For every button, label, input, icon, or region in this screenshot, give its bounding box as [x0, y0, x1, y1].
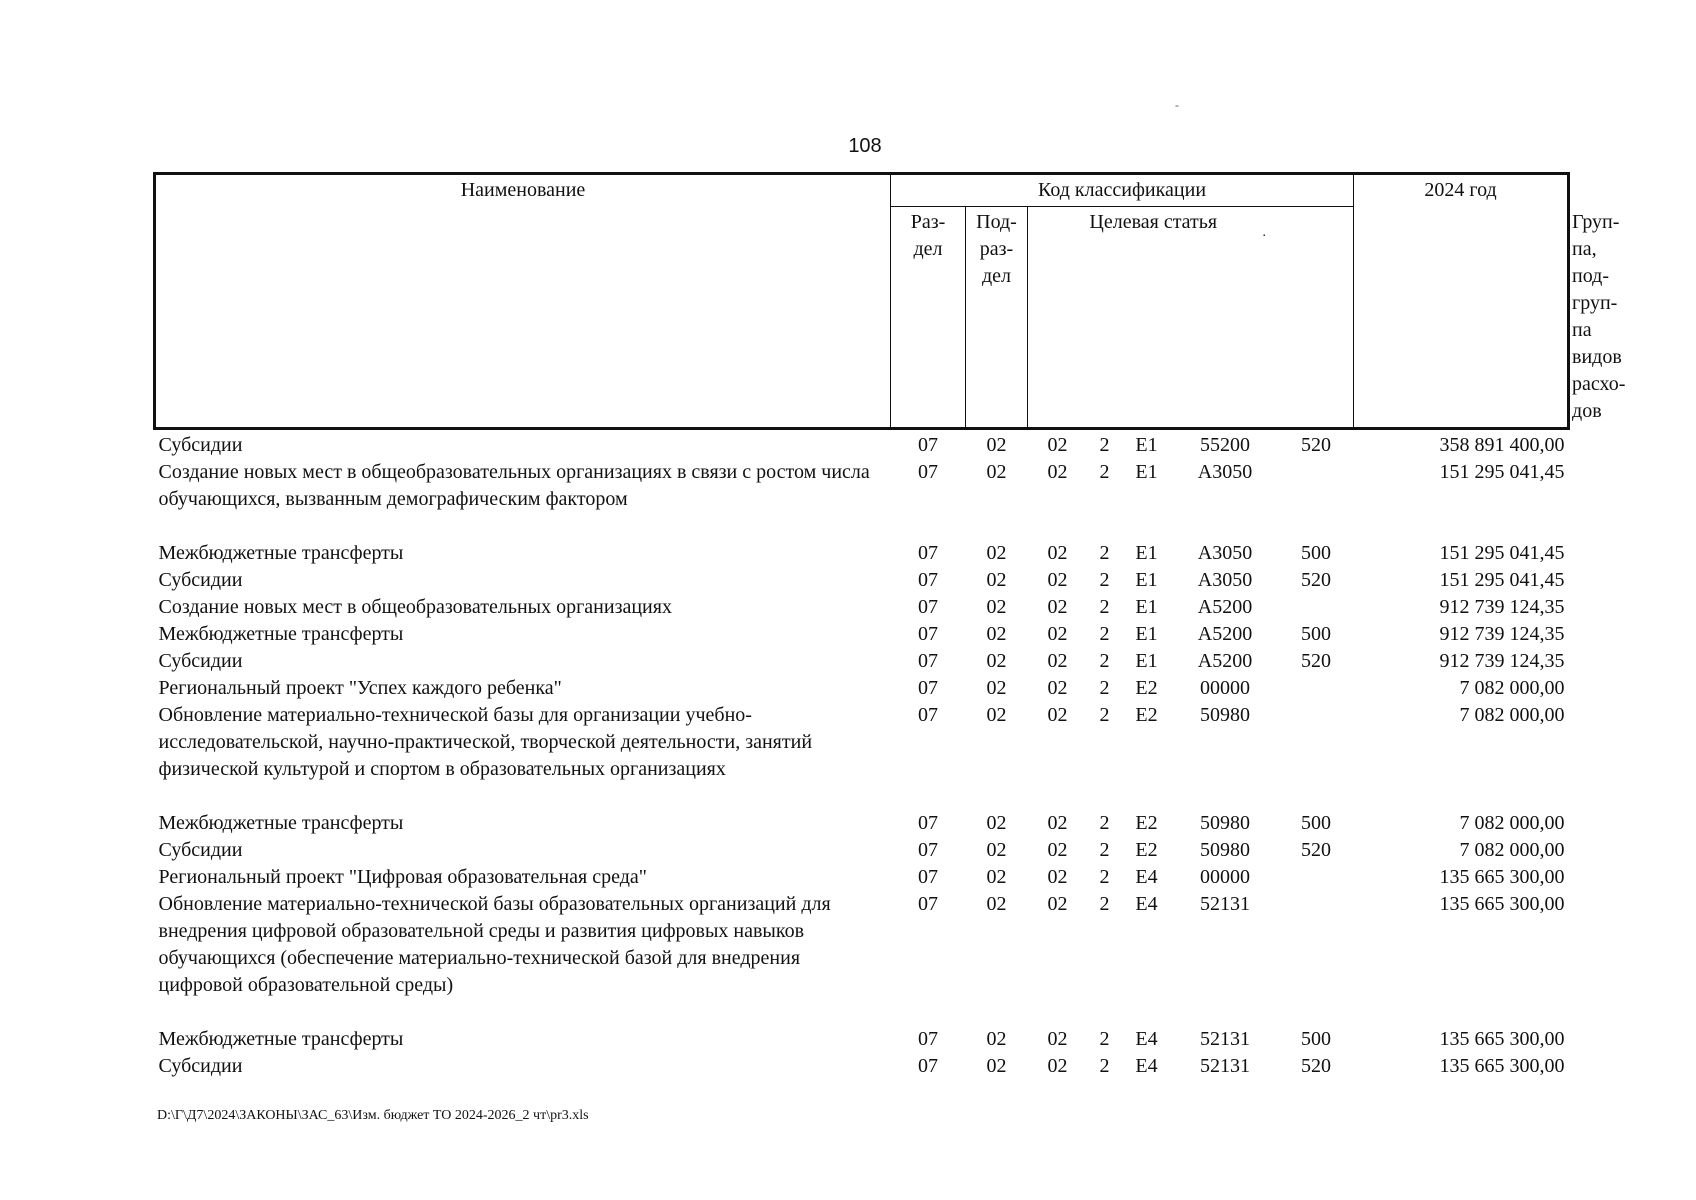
row-direction: A5200 — [1197, 596, 1253, 618]
row-project: E1 — [1135, 434, 1158, 456]
row-name: Обновление материально-технической базы для организации учебно-исследовательской, научно-практической, творческой деятельности, занятий физической культурой и спортом в образовательных организациях — [158, 704, 813, 780]
row-project: E4 — [1135, 1055, 1158, 1077]
row-podrazdel: 02 — [986, 1055, 1007, 1077]
row-name: Межбюджетные трансферты — [158, 542, 404, 564]
row-razdel: 07 — [918, 704, 938, 726]
row-program: 02 — [1047, 569, 1068, 591]
row-program: 02 — [1047, 839, 1068, 861]
row-subprogram: 2 — [1099, 893, 1110, 915]
row-vr: 520 — [1301, 1055, 1331, 1077]
row-direction: A3050 — [1197, 542, 1253, 564]
row-program: 02 — [1047, 1028, 1068, 1050]
row-razdel: 07 — [918, 461, 938, 483]
table-row — [155, 891, 1569, 1026]
row-program: 02 — [1047, 461, 1068, 483]
row-direction: A5200 — [1197, 623, 1253, 645]
row-razdel: 07 — [918, 893, 938, 915]
row-project: E1 — [1135, 650, 1158, 672]
row-vr: 500 — [1301, 1028, 1331, 1050]
row-program: 02 — [1047, 1055, 1068, 1077]
row-name: Субсидии — [158, 434, 243, 456]
table-row — [155, 1026, 1569, 1053]
row-vr: 520 — [1301, 650, 1331, 672]
row-direction: A3050 — [1197, 569, 1253, 591]
row-podrazdel: 02 — [986, 677, 1007, 699]
header-podrazdel: Под- раз- дел — [966, 207, 1028, 429]
row-podrazdel: 02 — [986, 839, 1007, 861]
row-name: Межбюджетные трансферты — [158, 812, 404, 834]
row-name: Региональный проект "Успех каждого ребенка" — [158, 677, 562, 699]
row-razdel: 07 — [918, 1028, 938, 1050]
row-name: Межбюджетные трансферты — [158, 623, 404, 645]
row-project: E1 — [1135, 623, 1158, 645]
header-razdel: Раз- дел — [891, 207, 966, 429]
row-subprogram: 2 — [1099, 623, 1110, 645]
row-podrazdel: 02 — [986, 434, 1007, 456]
row-razdel: 07 — [918, 1055, 938, 1077]
header-target: Целевая статья · — [1028, 207, 1279, 429]
table-row — [155, 429, 1569, 460]
row-sum: 358 891 400,00 — [1439, 434, 1565, 456]
row-podrazdel: 02 — [986, 704, 1007, 726]
header-name: Наименование — [155, 174, 891, 429]
row-name: Межбюджетные трансферты — [158, 1028, 404, 1050]
file-path: D:\Г\Д7\2024\ЗАКОНЫ\ЗАС_63\Изм. бюджет ТО 2024-2026_2 чт\pr3.xls — [157, 1108, 589, 1123]
row-podrazdel: 02 — [986, 812, 1007, 834]
row-project: E2 — [1135, 677, 1158, 699]
table-row — [155, 810, 1569, 837]
row-program: 02 — [1047, 812, 1068, 834]
row-project: E2 — [1135, 704, 1158, 726]
row-podrazdel: 02 — [986, 623, 1007, 645]
row-sum: 135 665 300,00 — [1439, 866, 1565, 888]
row-podrazdel: 02 — [986, 650, 1007, 672]
row-project: E1 — [1135, 596, 1158, 618]
row-direction: 50980 — [1200, 812, 1250, 834]
row-direction: 55200 — [1200, 434, 1250, 456]
row-program: 02 — [1047, 434, 1068, 456]
scan-mark: - — [1175, 98, 1179, 112]
row-sum: 7 082 000,00 — [1459, 839, 1565, 861]
row-direction: 00000 — [1200, 866, 1250, 888]
row-subprogram: 2 — [1099, 812, 1110, 834]
row-subprogram: 2 — [1099, 1055, 1110, 1077]
row-name: Субсидии — [158, 839, 243, 861]
table-row — [155, 702, 1569, 810]
row-razdel: 07 — [918, 542, 938, 564]
row-program: 02 — [1047, 893, 1068, 915]
table-row — [155, 837, 1569, 864]
row-direction: 52131 — [1200, 893, 1250, 915]
row-program: 02 — [1047, 542, 1068, 564]
row-sum: 912 739 124,35 — [1439, 650, 1565, 672]
row-subprogram: 2 — [1099, 866, 1110, 888]
row-vr — [1279, 702, 1354, 810]
row-sum: 135 665 300,00 — [1439, 1055, 1565, 1077]
row-sum: 7 082 000,00 — [1459, 704, 1565, 726]
table-row — [155, 621, 1569, 648]
row-direction: 52131 — [1200, 1028, 1250, 1050]
row-direction: 00000 — [1200, 677, 1250, 699]
row-subprogram: 2 — [1099, 704, 1110, 726]
row-program: 02 — [1047, 704, 1068, 726]
row-sum: 7 082 000,00 — [1459, 677, 1565, 699]
table-row — [155, 540, 1569, 567]
table-header: Наименование Код классификации 2024 год Раз- дел Под- раз- дел Целевая статья · Груп- па, под- груп- па видов расхо- дов — [155, 174, 1569, 429]
row-name: Субсидии — [158, 650, 243, 672]
row-program: 02 — [1047, 596, 1068, 618]
row-vr: 500 — [1301, 623, 1331, 645]
row-direction: 52131 — [1200, 1055, 1250, 1077]
row-razdel: 07 — [918, 839, 938, 861]
row-name: Субсидии — [158, 569, 243, 591]
row-subprogram: 2 — [1099, 839, 1110, 861]
row-project: E1 — [1135, 542, 1158, 564]
row-subprogram: 2 — [1099, 434, 1110, 456]
row-razdel: 07 — [918, 677, 938, 699]
row-podrazdel: 02 — [986, 596, 1007, 618]
table-row — [155, 594, 1569, 621]
row-subprogram: 2 — [1099, 596, 1110, 618]
row-direction: 50980 — [1200, 704, 1250, 726]
row-vr — [1279, 594, 1354, 621]
table-row — [155, 459, 1569, 540]
row-direction: A3050 — [1197, 461, 1253, 483]
row-direction: A5200 — [1197, 650, 1253, 672]
row-razdel: 07 — [918, 434, 938, 456]
table-row — [155, 864, 1569, 891]
table-row — [155, 648, 1569, 675]
row-project: E2 — [1135, 812, 1158, 834]
row-name: Обновление материально-технической базы образовательных организаций для внедрения цифровой образовательной среды и развития цифровых навыков обучающихся (обеспечение материально-технической базой для внедрения цифровой образовательной среды) — [158, 893, 831, 996]
table-row — [155, 675, 1569, 702]
row-razdel: 07 — [918, 569, 938, 591]
row-sum: 135 665 300,00 — [1439, 893, 1565, 915]
page-number: 108 — [848, 135, 882, 157]
table-body — [155, 429, 1569, 1081]
row-program: 02 — [1047, 623, 1068, 645]
row-vr: 520 — [1301, 569, 1331, 591]
row-program: 02 — [1047, 677, 1068, 699]
row-program: 02 — [1047, 650, 1068, 672]
table-row — [155, 567, 1569, 594]
row-vr: 520 — [1301, 839, 1331, 861]
row-podrazdel: 02 — [986, 461, 1007, 483]
row-vr — [1279, 459, 1354, 540]
row-name: Создание новых мест в общеобразовательных организациях — [158, 596, 672, 618]
row-project: E4 — [1135, 866, 1158, 888]
row-vr — [1279, 864, 1354, 891]
row-podrazdel: 02 — [986, 569, 1007, 591]
row-program: 02 — [1047, 866, 1068, 888]
row-name: Региональный проект "Цифровая образовательная среда" — [158, 866, 647, 888]
row-project: E4 — [1135, 1028, 1158, 1050]
row-podrazdel: 02 — [986, 893, 1007, 915]
row-razdel: 07 — [918, 866, 938, 888]
row-vr: 500 — [1301, 812, 1331, 834]
row-podrazdel: 02 — [986, 1028, 1007, 1050]
row-vr: 500 — [1301, 542, 1331, 564]
row-sum: 912 739 124,35 — [1439, 596, 1565, 618]
row-sum: 151 295 041,45 — [1439, 542, 1565, 564]
row-subprogram: 2 — [1099, 677, 1110, 699]
row-name: Создание новых мест в общеобразовательных организациях в связи с ростом числа обучающихся, вызванным демографическим фактором — [158, 461, 870, 510]
row-project: E1 — [1135, 569, 1158, 591]
row-sum: 912 739 124,35 — [1439, 623, 1565, 645]
header-classification: Код классификации — [891, 174, 1354, 207]
row-sum: 7 082 000,00 — [1459, 812, 1565, 834]
row-subprogram: 2 — [1099, 650, 1110, 672]
row-vr: 520 — [1301, 434, 1331, 456]
row-razdel: 07 — [918, 623, 938, 645]
row-vr — [1279, 675, 1354, 702]
row-podrazdel: 02 — [986, 542, 1007, 564]
row-sum: 151 295 041,45 — [1439, 461, 1565, 483]
row-sum: 135 665 300,00 — [1439, 1028, 1565, 1050]
row-subprogram: 2 — [1099, 569, 1110, 591]
row-sum: 151 295 041,45 — [1439, 569, 1565, 591]
header-target-dir — [1279, 207, 1354, 429]
row-razdel: 07 — [918, 650, 938, 672]
row-project: E1 — [1135, 461, 1158, 483]
row-vr — [1279, 891, 1354, 1026]
row-podrazdel: 02 — [986, 866, 1007, 888]
row-name: Субсидии — [158, 1055, 243, 1077]
budget-table — [153, 172, 1626, 1080]
row-subprogram: 2 — [1099, 1028, 1110, 1050]
row-razdel: 07 — [918, 596, 938, 618]
row-razdel: 07 — [918, 812, 938, 834]
table-row — [155, 1053, 1569, 1080]
row-direction: 50980 — [1200, 839, 1250, 861]
row-project: E4 — [1135, 893, 1158, 915]
row-subprogram: 2 — [1099, 542, 1110, 564]
header-year: 2024 год — [1354, 174, 1569, 429]
row-subprogram: 2 — [1099, 461, 1110, 483]
row-project: E2 — [1135, 839, 1158, 861]
